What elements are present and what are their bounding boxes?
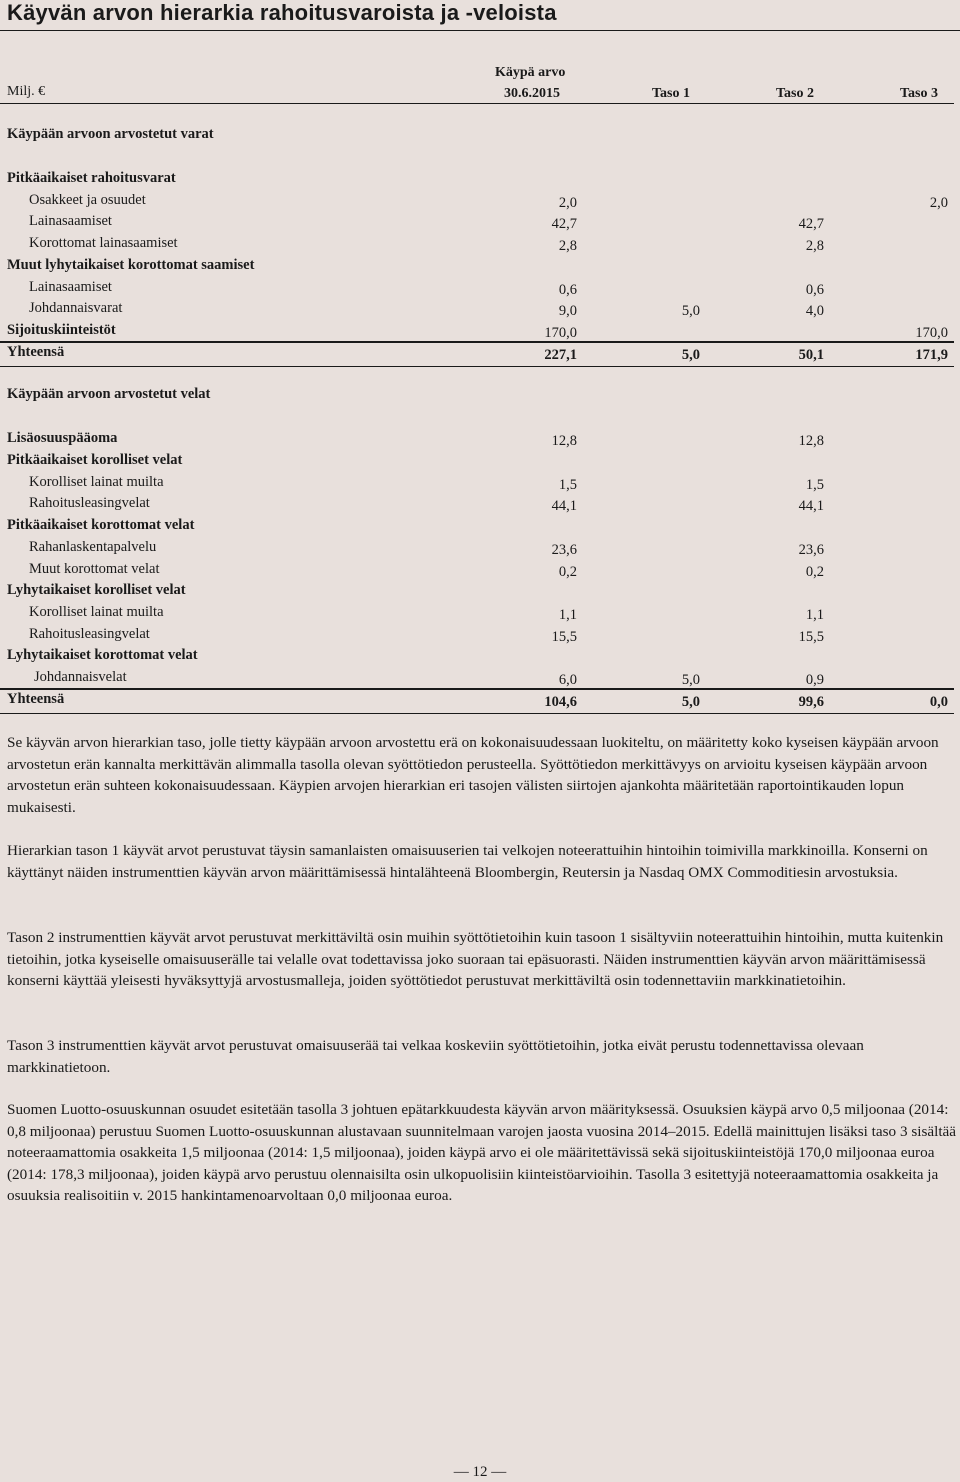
level2-cell: 0,2 (805, 564, 824, 580)
level2-cell: 23,6 (798, 542, 824, 558)
row-label: Rahoitusleasingvelat (29, 626, 150, 642)
table-row (0, 257, 954, 279)
unit-label: Milj. € (7, 84, 46, 99)
level1-cell: 5,0 (681, 347, 700, 363)
page-number: — 12 — (453, 1464, 507, 1480)
row-label: Johdannaisvelat (34, 669, 127, 685)
level2-cell: 1,1 (805, 607, 824, 623)
fair-value-cell: 1,1 (558, 607, 577, 623)
liabilities-total-rule (0, 688, 954, 690)
fair-value-cell: 0,2 (558, 564, 577, 580)
paragraph-level2: Tason 2 instrumenttien käyvät arvot perustuvat merkittäviltä osin muihin syöttötietoihin kuin tasoon 1 sisältyviin noteerattuihin hintoihin, mutta kuitenkin tietoihin, jotka kyseiselle omaisuuserälle tai velalle ovat todettavissa joko suoraan tai epäsuorasti. Näiden instrumenttien käyvän arvon määrittämisessä konserni käyttää yleisesti hyväksyttyjä arvostusmalleja, joiden syöttötiedot perustuvat merkittäviltä osin todennettaviin markkinatietoihin. (7, 929, 944, 990)
table-row (0, 452, 954, 474)
table-row (0, 170, 954, 192)
row-label: Lyhytaikaiset korottomat velat (7, 647, 198, 663)
level2-cell: 42,7 (798, 216, 824, 232)
col-level3-header: Taso 3 (900, 86, 939, 101)
title-rule (0, 30, 960, 31)
row-label: Korottomat lainasaamiset (29, 235, 178, 251)
level3-cell: 0,0 (929, 694, 948, 710)
page-title: Käyvän arvon hierarkia rahoitusvaroista ja -veloista (7, 0, 557, 25)
liabilities-section-heading (0, 386, 954, 408)
row-label: Yhteensä (7, 691, 65, 707)
col-fair-value-header-line1: Käypä arvo (495, 65, 566, 80)
header-rule (0, 103, 954, 104)
row-label: Muut korottomat velat (29, 561, 160, 577)
section-label: Käypään arvoon arvostetut varat (7, 126, 214, 142)
row-label: Yhteensä (7, 344, 65, 360)
table-row (0, 691, 954, 713)
table-row (0, 235, 954, 257)
table-row (0, 300, 954, 322)
table-row (0, 561, 954, 583)
table-row (0, 213, 954, 235)
fair-value-cell: 44,1 (551, 498, 577, 514)
table-row (0, 192, 954, 214)
fair-value-cell: 6,0 (558, 672, 577, 688)
paragraph-luotto-osuuskunta: Suomen Luotto-osuuskunnan osuudet esitetään tasolla 3 johtuen epätarkkuudesta käyvän arvon määrityksessä. Osuuksien käypä arvo 0,5 miljoonaa (2014: 0,8 miljoonaa) perustuu Suomen Luotto-osuuskunnan alustavaan suunnitelmaan varojen jaosta vuosina 2014–2015. Edellä mainittujen lisäksi taso 3 sisältää noteeraamattomia osakkeita 1,5 miljoonaa (2014: 1,5 miljoonaa), joiden käypä arvo ei ole määritettävissä sekä sijoituskiinteistöjä 170,0 miljoonaa euroa (2014: 178,3 miljoonaa), joiden käypä arvo perustuu olennaisilta osin ulkopuolisiin kiinteistöarvioihin. Tasolla 3 esitettyjä noteeraamattomia osakkeita ja osuuksia realisoitiin v. 2015 hankintamenoarvoltaan 0,0 miljoonaa euroa. (7, 1101, 957, 1205)
table-row (0, 647, 954, 669)
level2-cell: 1,5 (805, 477, 824, 493)
table-row (0, 495, 954, 517)
row-label: Lainasaamiset (29, 213, 112, 229)
fair-value-cell: 42,7 (551, 216, 577, 232)
level2-cell: 99,6 (798, 694, 824, 710)
assets-section-heading (0, 126, 954, 148)
col-level1-header: Taso 1 (652, 86, 691, 101)
level2-cell: 4,0 (805, 303, 824, 319)
table-row (0, 604, 954, 626)
table-row (0, 344, 954, 366)
row-label: Korolliset lainat muilta (29, 474, 164, 490)
row-label: Pitkäaikaiset rahoitusvarat (7, 170, 176, 186)
fair-value-cell: 2,8 (558, 238, 577, 254)
table-row (0, 279, 954, 301)
fair-value-cell: 227,1 (544, 347, 577, 363)
row-label: Lyhytaikaiset korolliset velat (7, 582, 186, 598)
row-label: Osakkeet ja osuudet (29, 192, 146, 208)
table-row (0, 430, 954, 452)
row-label: Pitkäaikaiset korottomat velat (7, 517, 195, 533)
table-row (0, 517, 954, 539)
fair-value-cell: 12,8 (551, 433, 577, 449)
fair-value-cell: 23,6 (551, 542, 577, 558)
assets-bottom-rule (0, 366, 954, 367)
level2-cell: 44,1 (798, 498, 824, 514)
level2-cell: 15,5 (798, 629, 824, 645)
fair-value-cell: 2,0 (558, 195, 577, 211)
row-label: Lisäosuuspääoma (7, 430, 118, 446)
fair-value-cell: 0,6 (558, 282, 577, 298)
section-label: Käypään arvoon arvostetut velat (7, 386, 211, 402)
row-label: Sijoituskiinteistöt (7, 322, 116, 338)
fair-value-cell: 9,0 (558, 303, 577, 319)
col-fair-value-header-line2: 30.6.2015 (504, 86, 560, 101)
table-row (0, 474, 954, 496)
table-row (0, 582, 954, 604)
row-label: Lainasaamiset (29, 279, 112, 295)
level3-cell: 170,0 (915, 325, 948, 341)
fair-value-cell: 1,5 (558, 477, 577, 493)
col-level2-header: Taso 2 (776, 86, 815, 101)
level2-cell: 0,6 (805, 282, 824, 298)
level3-cell: 2,0 (929, 195, 948, 211)
level1-cell: 5,0 (681, 672, 700, 688)
paragraph-hierarchy-level: Se käyvän arvon hierarkian taso, jolle tietty käypään arvoon arvostettu erä on kokonaisuudessaan luokiteltu, on määritetty koko kyseisen käypään arvoon arvostetun erän kannalta merkittävän alimmalla tasolla olevan syöttötiedon perusteella. Syöttötiedon merkittävyys on arvioitu kyseisen käypään arvoon arvostetun erän suhteen kokonaisuudessaan. Käypien arvojen hierarkian eri tasojen välisten siirtojen ajankohta määritetään raportointikauden lopun mukaisesti. (7, 734, 939, 816)
row-label: Pitkäaikaiset korolliset velat (7, 452, 183, 468)
fair-value-cell: 104,6 (544, 694, 577, 710)
row-label: Korolliset lainat muilta (29, 604, 164, 620)
table-row (0, 626, 954, 648)
level2-cell: 12,8 (798, 433, 824, 449)
level2-cell: 0,9 (805, 672, 824, 688)
row-label: Johdannaisvarat (29, 300, 123, 316)
table-row (0, 539, 954, 561)
liabilities-bottom-rule (0, 713, 954, 714)
row-label: Rahanlaskentapalvelu (29, 539, 157, 555)
row-label: Muut lyhytaikaiset korottomat saamiset (7, 257, 255, 273)
level2-cell: 50,1 (798, 347, 824, 363)
paragraph-level1: Hierarkian tason 1 käyvät arvot perustuvat täysin samanlaisten omaisuuserien tai velkojen noteerattuihin hintoihin toimivilla markkinoilla. Konserni on käyttänyt näiden instrumenttien käyvän arvon määrittämisessä hintalähteenä Bloombergin, Reutersin ja Nasdaq OMX Commoditiesin arvostuksia. (7, 842, 928, 881)
fair-value-cell: 15,5 (551, 629, 577, 645)
level3-cell: 171,9 (915, 347, 948, 363)
assets-total-rule (0, 341, 954, 343)
fair-value-cell: 170,0 (544, 325, 577, 341)
paragraph-level3: Tason 3 instrumenttien käyvät arvot perustuvat omaisuuserää tai velkaa koskeviin syöttötietoihin, jotka eivät perustu todennettavissa olevaan markkinatietoon. (7, 1037, 864, 1076)
level2-cell: 2,8 (805, 238, 824, 254)
level1-cell: 5,0 (681, 303, 700, 319)
level1-cell: 5,0 (681, 694, 700, 710)
row-label: Rahoitusleasingvelat (29, 495, 150, 511)
